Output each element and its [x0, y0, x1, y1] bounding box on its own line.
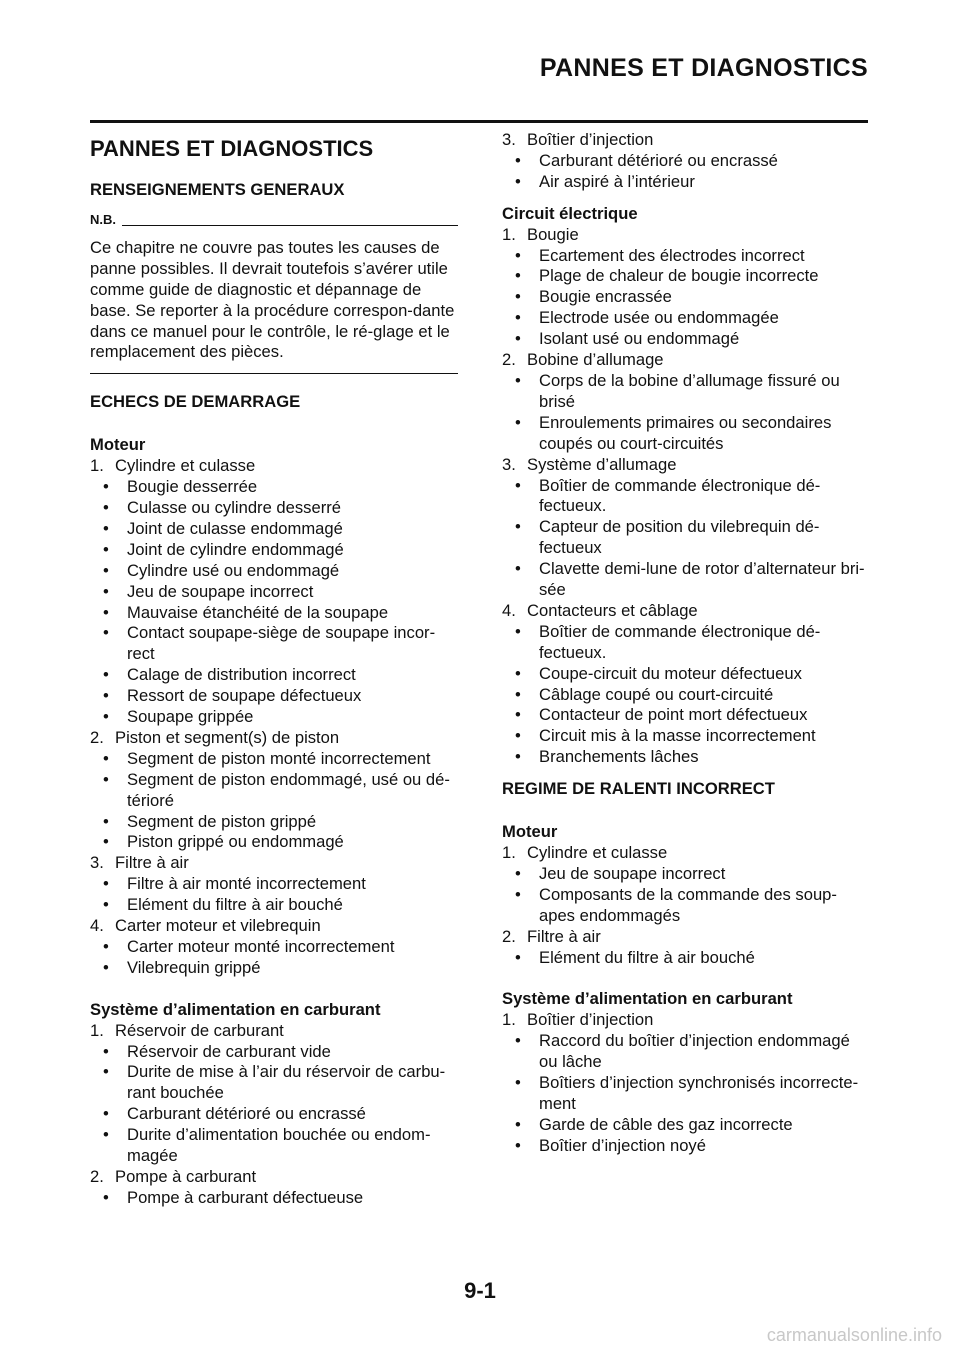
bullet-icon: • [103, 832, 109, 852]
bullet-item [90, 582, 458, 603]
note-text: Ce chapitre ne couvre pas toutes les causes de panne possibles. Il devrait toutefois s’avérer utile comme guide de diagnostic et dépannage de base. Se reporter à la procédure correspon-dante dans ce manuel pour le contrôle, le ré-glage et le remplacement des pièces. [90, 238, 458, 374]
bullet-text: Circuit mis à la masse incorrectement [539, 726, 816, 746]
bullet-icon: • [515, 747, 521, 767]
subheading-fuel-system-idle: Système d’alimentation en carburant [502, 989, 793, 1009]
item-label: Pompe à carburant [115, 1166, 257, 1186]
bullet-icon: • [515, 370, 521, 390]
bullet-icon: • [103, 874, 109, 894]
bullet-item [90, 623, 458, 665]
bullet-icon: • [515, 621, 521, 641]
bullet-icon: • [103, 937, 109, 956]
item-number: 1. [90, 456, 104, 476]
bullet-icon: • [515, 1031, 521, 1051]
item-label: Système d’allumage [527, 454, 677, 474]
item-number: 2. [90, 1166, 104, 1186]
bullet-text: Capteur de position du vilebrequin dé-fectueux [539, 517, 820, 558]
bullet-icon: • [103, 895, 109, 915]
bullet-item [90, 749, 458, 770]
bullet-item [502, 1031, 870, 1073]
bullet-icon: • [103, 665, 109, 685]
bullet-icon: • [103, 560, 109, 580]
bullet-text: Filtre à air monté incorrectement [127, 874, 366, 894]
running-header-title: PANNES ET DIAGNOSTICS [539, 54, 868, 82]
bullet-text: Segment de piston endommagé, usé ou dé-térioré [127, 769, 450, 810]
bullet-text: Boîtier d’injection noyé [539, 1135, 706, 1155]
bullet-icon: • [515, 308, 521, 328]
bullet-icon: • [515, 245, 521, 265]
bullet-icon: • [103, 1062, 109, 1082]
bullet-icon: • [103, 707, 109, 727]
bullet-icon: • [515, 947, 521, 967]
numbered-item [502, 225, 870, 246]
bullet-text: Branchements lâches [539, 747, 699, 767]
numbered-item [90, 1167, 458, 1188]
bullet-icon: • [103, 686, 109, 706]
numbered-item [502, 1010, 870, 1031]
bullet-icon: • [515, 884, 521, 904]
bullet-item [502, 1115, 870, 1136]
subheading-fuel-system: Système d’alimentation en carburant [90, 999, 381, 1019]
page-number: 9-1 [464, 1278, 496, 1303]
bullet-item [502, 948, 870, 969]
item-label: Filtre à air [115, 853, 189, 873]
bullet-item [90, 498, 458, 519]
bullet-item [90, 665, 458, 686]
item-label: Bougie [527, 224, 579, 244]
bullet-item [502, 308, 870, 329]
bullet-item [502, 266, 870, 287]
bullet-text: Jeu de soupape incorrect [539, 863, 726, 883]
bullet-item [502, 172, 870, 193]
bullet-item [90, 1104, 458, 1125]
bullet-item [90, 1062, 458, 1104]
bullet-item [90, 895, 458, 916]
bullet-text: Coupe-circuit du moteur défectueux [539, 663, 802, 683]
numbered-item [90, 728, 458, 749]
bullet-item [502, 151, 870, 172]
bullet-item [90, 958, 458, 979]
bullet-icon: • [515, 663, 521, 683]
left-column [90, 130, 458, 1209]
bullet-icon: • [515, 412, 521, 432]
numbered-item [90, 916, 458, 937]
item-number: 4. [502, 600, 516, 620]
bullet-item [90, 1188, 458, 1209]
section-heading-idle: REGIME DE RALENTI INCORRECT [502, 779, 775, 799]
bullet-text: Jeu de soupape incorrect [127, 581, 314, 601]
item-label: Cylindre et culasse [527, 843, 668, 862]
section-heading-general: RENSEIGNEMENTS GENERAUX [90, 180, 345, 199]
bullet-icon: • [515, 475, 521, 495]
bullet-icon: • [103, 748, 109, 768]
item-number: 1. [502, 1010, 516, 1030]
bullet-text: Clavette demi-lune de rotor d’alternateur bri-sée [539, 559, 865, 600]
item-number: 2. [502, 926, 516, 946]
bullet-item [502, 747, 870, 768]
item-label: Contacteurs et câblage [527, 600, 698, 620]
list-fuel-system-idle [502, 1010, 870, 1156]
item-label: Cylindre et culasse [115, 456, 256, 476]
bullet-icon: • [515, 684, 521, 704]
bullet-item [502, 517, 870, 559]
bullet-icon: • [515, 329, 521, 349]
bullet-text: Segment de piston grippé [127, 811, 317, 831]
bullet-text: Mauvaise étanchéité de la soupape [127, 602, 389, 622]
bullet-item [502, 1136, 870, 1157]
item-label: Filtre à air [527, 926, 601, 946]
bullet-icon: • [103, 1041, 109, 1061]
bullet-text: Vilebrequin grippé [127, 957, 261, 977]
bullet-item [502, 559, 870, 601]
item-label: Piston et segment(s) de piston [115, 727, 340, 747]
bullet-text: Réservoir de carburant vide [127, 1041, 331, 1061]
bullet-item [90, 707, 458, 728]
numbered-item [502, 843, 870, 864]
numbered-item [502, 601, 870, 622]
list-fuel-system-continued [502, 130, 870, 193]
bullet-text: Contacteur de point mort défectueux [539, 705, 808, 725]
bullet-text: Electrode usée ou endommagée [539, 308, 779, 328]
bullet-text: Enroulements primaires ou secondaires coupés ou court-circuités [539, 412, 832, 453]
bullet-item [90, 770, 458, 812]
numbered-item [90, 1021, 458, 1042]
item-number: 1. [90, 1020, 104, 1040]
bullet-text: Plage de chaleur de bougie incorrecte [539, 266, 819, 286]
bullet-item [502, 664, 870, 685]
bullet-icon: • [515, 1072, 521, 1092]
bullet-item [90, 812, 458, 833]
bullet-item [502, 413, 870, 455]
bullet-icon: • [515, 705, 521, 725]
bullet-text: Carter moteur monté incorrectement [127, 937, 395, 956]
bullet-item [502, 476, 870, 518]
bullet-text: Ecartement des électrodes incorrect [539, 245, 805, 265]
bullet-item [90, 561, 458, 582]
page-title: PANNES ET DIAGNOSTICS [90, 136, 374, 161]
item-label: Bobine d’allumage [527, 350, 664, 370]
bullet-item [502, 705, 870, 726]
item-label: Boîtier d’injection [527, 1010, 654, 1030]
bullet-item [502, 287, 870, 308]
bullet-icon: • [515, 150, 521, 170]
bullet-item [90, 686, 458, 707]
subheading-engine-idle: Moteur [502, 822, 558, 842]
bullet-text: Culasse ou cylindre desserré [127, 497, 341, 517]
bullet-text: Calage de distribution incorrect [127, 665, 356, 685]
bullet-text: Bougie encrassée [539, 287, 672, 307]
bullet-icon: • [515, 559, 521, 579]
bullet-text: Carburant détérioré ou encrassé [127, 1104, 366, 1124]
bullet-text: Bougie desserrée [127, 477, 258, 497]
bullet-icon: • [103, 1187, 109, 1207]
bullet-text: Contact soupape-siège de soupape incor-rect [127, 623, 436, 664]
bullet-icon: • [103, 581, 109, 601]
section-heading-start-failure: ECHECS DE DEMARRAGE [90, 392, 301, 412]
subheading-electrical: Circuit électrique [502, 203, 638, 223]
bullet-icon: • [515, 726, 521, 746]
bullet-text: Boîtier de commande électronique dé-fectueux. [539, 475, 821, 516]
bullet-icon: • [515, 1114, 521, 1134]
bullet-icon: • [515, 287, 521, 307]
bullet-text: Carburant détérioré ou encrassé [539, 150, 778, 170]
bullet-item [90, 874, 458, 895]
bullet-text: Pompe à carburant défectueuse [127, 1187, 364, 1207]
bullet-item [502, 726, 870, 747]
bullet-item [502, 246, 870, 267]
list-fuel-system [90, 1021, 458, 1209]
bullet-icon: • [515, 517, 521, 537]
list-engine [90, 456, 458, 979]
bullet-item [90, 1125, 458, 1167]
bullet-text: Elément du filtre à air bouché [539, 947, 755, 967]
bullet-text: Durite de mise à l’air du réservoir de carbu-rant bouchée [127, 1062, 446, 1103]
item-label: Carter moteur et vilebrequin [115, 916, 321, 936]
bullet-icon: • [103, 602, 109, 622]
note-label: N.B. [90, 211, 116, 227]
bullet-item [502, 685, 870, 706]
bullet-text: Boîtier de commande électronique dé-fectueux. [539, 621, 821, 662]
bullet-item [90, 832, 458, 853]
bullet-icon: • [103, 497, 109, 517]
bullet-item [502, 371, 870, 413]
numbered-item [502, 455, 870, 476]
bullet-text: Segment de piston monté incorrectement [127, 748, 431, 768]
item-label: Réservoir de carburant [115, 1020, 284, 1040]
bullet-item [502, 885, 870, 927]
bullet-text: Ressort de soupape défectueux [127, 686, 362, 706]
list-engine-idle [502, 843, 870, 968]
header-rule [90, 120, 868, 123]
right-column [502, 130, 870, 1157]
bullet-icon: • [103, 811, 109, 831]
bullet-item [90, 519, 458, 540]
item-number: 3. [502, 130, 516, 149]
bullet-text: Joint de cylindre endommagé [127, 539, 344, 559]
bullet-text: Câblage coupé ou court-circuité [539, 684, 774, 704]
numbered-item [502, 927, 870, 948]
item-number: 4. [90, 916, 104, 936]
note-header [90, 212, 458, 228]
bullet-item [90, 603, 458, 624]
bullet-icon: • [515, 266, 521, 286]
note-rule [122, 225, 458, 226]
bullet-icon: • [103, 623, 109, 643]
bullet-text: Piston grippé ou endommagé [127, 832, 344, 852]
item-number: 2. [90, 727, 104, 747]
bullet-icon: • [515, 1135, 521, 1155]
bullet-item [90, 1042, 458, 1063]
numbered-item [502, 350, 870, 371]
bullet-icon: • [103, 957, 109, 977]
item-number: 1. [502, 843, 516, 862]
bullet-item [502, 622, 870, 664]
bullet-item [90, 540, 458, 561]
bullet-text: Garde de câble des gaz incorrecte [539, 1114, 793, 1134]
bullet-item [502, 329, 870, 350]
bullet-text: Durite d’alimentation bouchée ou endom-magée [127, 1125, 431, 1166]
bullet-icon: • [103, 1125, 109, 1145]
bullet-text: Composants de la commande des soup-apes endommagés [539, 884, 837, 925]
bullet-icon: • [103, 539, 109, 559]
bullet-text: Corps de la bobine d’allumage fissuré ou brisé [539, 370, 840, 411]
bullet-item [90, 937, 458, 958]
bullet-text: Boîtiers d’injection synchronisés incorrecte-ment [539, 1072, 859, 1113]
subheading-engine: Moteur [90, 435, 146, 455]
bullet-text: Air aspiré à l’intérieur [539, 171, 695, 191]
watermark: carmanualsonline.info [766, 1325, 942, 1345]
bullet-item [90, 477, 458, 498]
bullet-text: Elément du filtre à air bouché [127, 895, 343, 915]
bullet-icon: • [103, 518, 109, 538]
bullet-item [502, 864, 870, 885]
bullet-text: Cylindre usé ou endommagé [127, 560, 340, 580]
bullet-text: Joint de culasse endommagé [127, 518, 343, 538]
bullet-item [502, 1073, 870, 1115]
bullet-icon: • [103, 477, 109, 497]
bullet-icon: • [515, 171, 521, 191]
bullet-icon: • [515, 863, 521, 883]
item-number: 2. [502, 350, 516, 370]
bullet-text: Raccord du boîtier d’injection endommagé ou lâche [539, 1031, 850, 1072]
item-number: 3. [90, 853, 104, 873]
numbered-item [90, 456, 458, 477]
list-electrical [502, 225, 870, 769]
bullet-icon: • [103, 769, 109, 789]
bullet-text: Isolant usé ou endommagé [539, 329, 740, 349]
numbered-item [502, 130, 870, 151]
bullet-text: Soupape grippée [127, 707, 254, 727]
bullet-icon: • [103, 1104, 109, 1124]
item-number: 1. [502, 224, 516, 244]
item-number: 3. [502, 454, 516, 474]
item-label: Boîtier d’injection [527, 130, 654, 149]
numbered-item [90, 853, 458, 874]
